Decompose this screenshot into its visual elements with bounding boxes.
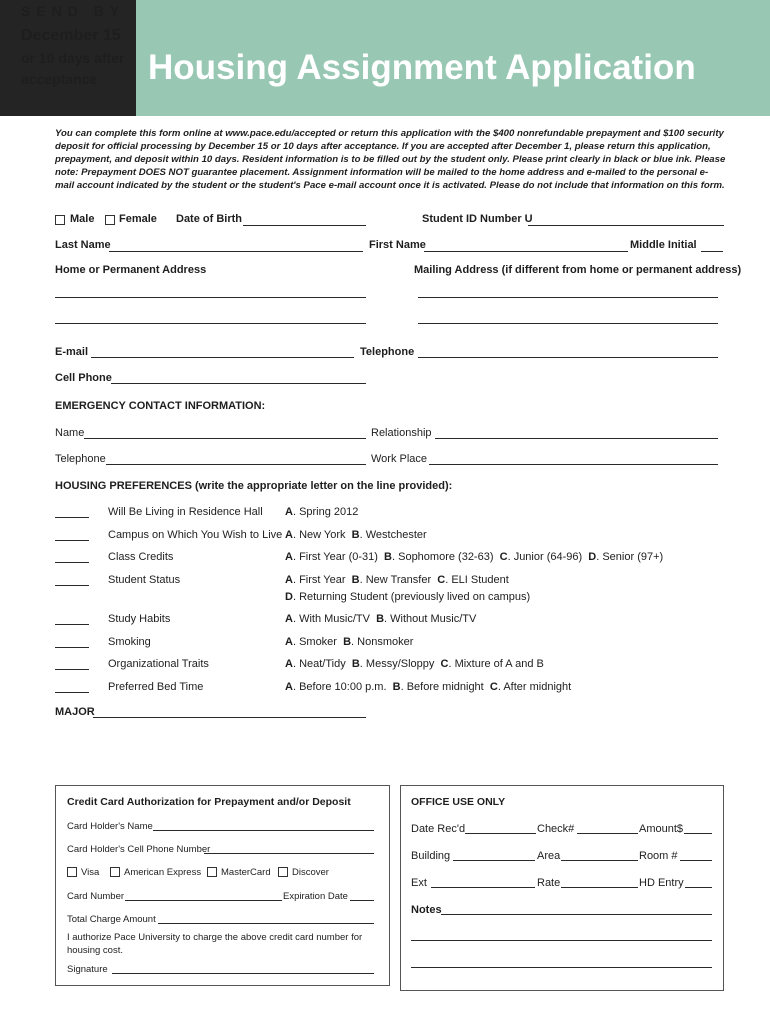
discover-label: Discover (292, 867, 329, 878)
mastercard-label: MasterCard (221, 867, 271, 878)
building-field[interactable] (453, 860, 535, 861)
preference-answer-blank[interactable] (55, 647, 89, 648)
mailing-address-line-1[interactable] (418, 297, 718, 298)
date-recd-label: Date Rec'd (411, 823, 466, 835)
home-address-line-2[interactable] (55, 323, 366, 324)
option-text: . With Music/TV (292, 613, 377, 625)
page-title: Housing Assignment Application (148, 48, 696, 87)
preference-answer-blank[interactable] (55, 517, 89, 518)
option-text: . After midnight (497, 681, 572, 693)
total-charge-field[interactable] (158, 923, 374, 924)
option-letter: B (384, 551, 392, 563)
emergency-telephone-label: Telephone (55, 453, 106, 465)
preference-options (285, 658, 544, 670)
holder-name-label: Card Holder's Name (67, 821, 153, 832)
expiration-label: Expiration Date (283, 891, 348, 902)
student-id-field[interactable] (528, 225, 724, 226)
ext-label: Ext (411, 877, 427, 889)
option-letter: D (588, 551, 597, 563)
emergency-heading: EMERGENCY CONTACT INFORMATION: (55, 400, 266, 412)
amount-label: Amount$ (639, 823, 684, 835)
female-label: Female (119, 213, 157, 225)
holder-phone-label: Card Holder's Cell Phone Number (67, 844, 211, 855)
last-name-label: Last Name (55, 239, 111, 251)
area-label: Area (537, 850, 561, 862)
option-letter: B (392, 681, 401, 693)
work-place-field[interactable] (429, 464, 718, 465)
telephone-label: Telephone (360, 346, 415, 358)
preference-options (285, 529, 427, 541)
option-text: . Smoker (292, 636, 344, 648)
preference-answer-blank[interactable] (55, 585, 89, 586)
option-text: . Nonsmoker (351, 636, 414, 648)
student-id-label: Student ID Number U (422, 213, 533, 225)
option-letter: A (285, 506, 293, 518)
credit-card-heading: Credit Card Authorization for Prepayment and/or Deposit (67, 796, 351, 808)
holder-phone-field[interactable] (204, 853, 374, 854)
send-by-label: SEND BY (21, 3, 126, 19)
ext-field[interactable] (431, 887, 535, 888)
room-label: Room # (639, 850, 678, 862)
option-letter: A (285, 529, 293, 541)
option-letter: A (285, 613, 293, 625)
option-letter: C (489, 681, 498, 693)
cell-phone-field[interactable] (111, 383, 366, 384)
major-field[interactable] (93, 717, 366, 718)
notes-line-3[interactable] (411, 967, 712, 968)
amount-field[interactable] (684, 833, 712, 834)
option-text: . Neat/Tidy (292, 658, 352, 670)
option-letter: C (499, 551, 508, 563)
home-address-line-1[interactable] (55, 297, 366, 298)
preference-label: Organizational Traits (108, 658, 209, 670)
preference-label: Student Status (108, 574, 181, 586)
preference-answer-blank[interactable] (55, 562, 89, 563)
option-text: . Senior (97+) (596, 551, 664, 563)
preference-answer-blank[interactable] (55, 540, 89, 541)
male-label: Male (70, 213, 95, 225)
signature-field[interactable] (112, 973, 374, 974)
option-text: . Returning Student (previously lived on campus) (292, 591, 531, 603)
preference-answer-blank[interactable] (55, 624, 89, 625)
office-use-heading: OFFICE USE ONLY (411, 796, 506, 808)
option-text: . First Year (0-31) (292, 551, 385, 563)
option-text: . Before midnight (400, 681, 490, 693)
discover-checkbox[interactable] (278, 867, 288, 877)
option-letter: B (351, 658, 360, 670)
card-number-label: Card Number (67, 891, 125, 902)
major-label: MAJOR (55, 706, 95, 718)
intro-paragraph: You can complete this form online at www.pace.edu/accepted or return this application with the $400 nonrefundable prepayment and $100 security deposit for official processing by December 15 or 10 days after acceptance. If you are accepted after December 1, please return this application, prepayment, and deposit within 10 days. Resident information is to be filled out by the student only. Please print clearly in black or blue ink. Please note: Prepayment DOES NOT guarantee placement. Assignment information will be mailed to the home address and e-mailed to the personal e-mail account indicated by the student or the student's Pace e-mail account once it is activated. Please do not include that information on this form. (55, 128, 726, 191)
relationship-label: Relationship (371, 427, 432, 439)
building-label: Building (411, 850, 451, 862)
check-label: Check# (537, 823, 575, 835)
check-field[interactable] (577, 833, 638, 834)
first-name-field[interactable] (424, 251, 628, 252)
deadline-alt-line1: or 10 days after (21, 50, 125, 66)
visa-label: Visa (81, 867, 100, 878)
holder-name-field[interactable] (153, 830, 374, 831)
preference-label: Smoking (108, 636, 151, 648)
date-recd-field[interactable] (465, 833, 536, 834)
dob-label: Date of Birth (176, 213, 242, 225)
option-letter: B (343, 636, 352, 648)
signature-label: Signature (67, 964, 108, 975)
preference-options (285, 551, 663, 563)
deadline-alt-line2: acceptance (21, 71, 98, 87)
preference-label: Class Credits (108, 551, 174, 563)
preference-answer-blank[interactable] (55, 692, 89, 693)
email-label: E-mail (55, 346, 89, 358)
amex-checkbox[interactable] (110, 867, 120, 877)
preference-options (285, 506, 358, 518)
preference-label: Campus on Which You Wish to Live (108, 529, 283, 541)
email-field[interactable] (91, 357, 354, 358)
option-letter: A (285, 636, 293, 648)
emergency-name-field[interactable] (84, 438, 366, 439)
home-address-label: Home or Permanent Address (55, 264, 207, 276)
option-text: . ELI Student (445, 574, 509, 586)
visa-checkbox[interactable] (67, 867, 77, 877)
option-text: . Westchester (359, 529, 427, 541)
notes-label: Notes (411, 904, 442, 916)
option-text: . Junior (64-96) (507, 551, 589, 563)
deadline-date: December 15 (21, 27, 121, 44)
option-letter: A (285, 551, 293, 563)
amex-label: American Express (124, 867, 202, 878)
relationship-field[interactable] (435, 438, 718, 439)
authorization-text-1: I authorize Pace University to charge the above credit card number for (67, 932, 363, 943)
emergency-name-label: Name (55, 427, 85, 439)
preference-options (285, 681, 571, 693)
option-letter: C (440, 658, 449, 670)
hd-entry-field[interactable] (685, 887, 712, 888)
preference-label: Study Habits (108, 613, 171, 625)
option-text: . Without Music/TV (384, 613, 477, 625)
preferences-heading: HOUSING PREFERENCES (write the appropriate letter on the line provided): (55, 480, 453, 492)
rate-label: Rate (537, 877, 561, 889)
last-name-field[interactable] (109, 251, 363, 252)
male-checkbox[interactable] (55, 215, 65, 225)
option-text: . Messy/Sloppy (359, 658, 441, 670)
preference-options (285, 574, 509, 586)
authorization-text-2: housing cost. (67, 945, 123, 956)
middle-initial-label: Middle Initial (630, 239, 697, 251)
emergency-telephone-field[interactable] (106, 464, 366, 465)
preference-options-secondary (285, 591, 530, 603)
cell-phone-label: Cell Phone (55, 372, 112, 384)
preference-label: Preferred Bed Time (108, 681, 204, 693)
notes-line-1[interactable] (441, 914, 712, 915)
option-letter: B (351, 574, 360, 586)
option-letter: B (351, 529, 360, 541)
preference-options (285, 613, 476, 625)
first-name-label: First Name (369, 239, 426, 251)
telephone-field[interactable] (418, 357, 718, 358)
expiration-field[interactable] (350, 900, 374, 901)
mastercard-checkbox[interactable] (207, 867, 217, 877)
option-letter: D (285, 591, 293, 603)
preference-label: Will Be Living in Residence Hall (108, 506, 263, 518)
option-text: . Before 10:00 p.m. (292, 681, 393, 693)
area-field[interactable] (561, 860, 638, 861)
preference-options (285, 636, 413, 648)
option-letter: A (285, 681, 293, 693)
middle-initial-field[interactable] (701, 251, 723, 252)
option-letter: B (376, 613, 385, 625)
option-text: . Sophomore (32-63) (392, 551, 500, 563)
mailing-address-line-2[interactable] (418, 323, 718, 324)
notes-line-2[interactable] (411, 940, 712, 941)
option-letter: C (437, 574, 446, 586)
option-text: . New York (292, 529, 352, 541)
total-charge-label: Total Charge Amount (67, 914, 156, 925)
dob-field[interactable] (243, 225, 366, 226)
option-text: . Spring 2012 (292, 506, 359, 518)
work-place-label: Work Place (371, 453, 428, 465)
rate-field[interactable] (561, 887, 638, 888)
option-letter: A (285, 574, 293, 586)
room-field[interactable] (680, 860, 712, 861)
hd-entry-label: HD Entry (639, 877, 684, 889)
option-text: . Mixture of A and B (448, 658, 544, 670)
option-text: . New Transfer (359, 574, 438, 586)
female-checkbox[interactable] (105, 215, 115, 225)
mailing-address-label: Mailing Address (if different from home or permanent address) (414, 264, 742, 276)
option-text: . First Year (292, 574, 352, 586)
preference-answer-blank[interactable] (55, 669, 89, 670)
card-number-field[interactable] (125, 900, 282, 901)
option-letter: A (285, 658, 293, 670)
